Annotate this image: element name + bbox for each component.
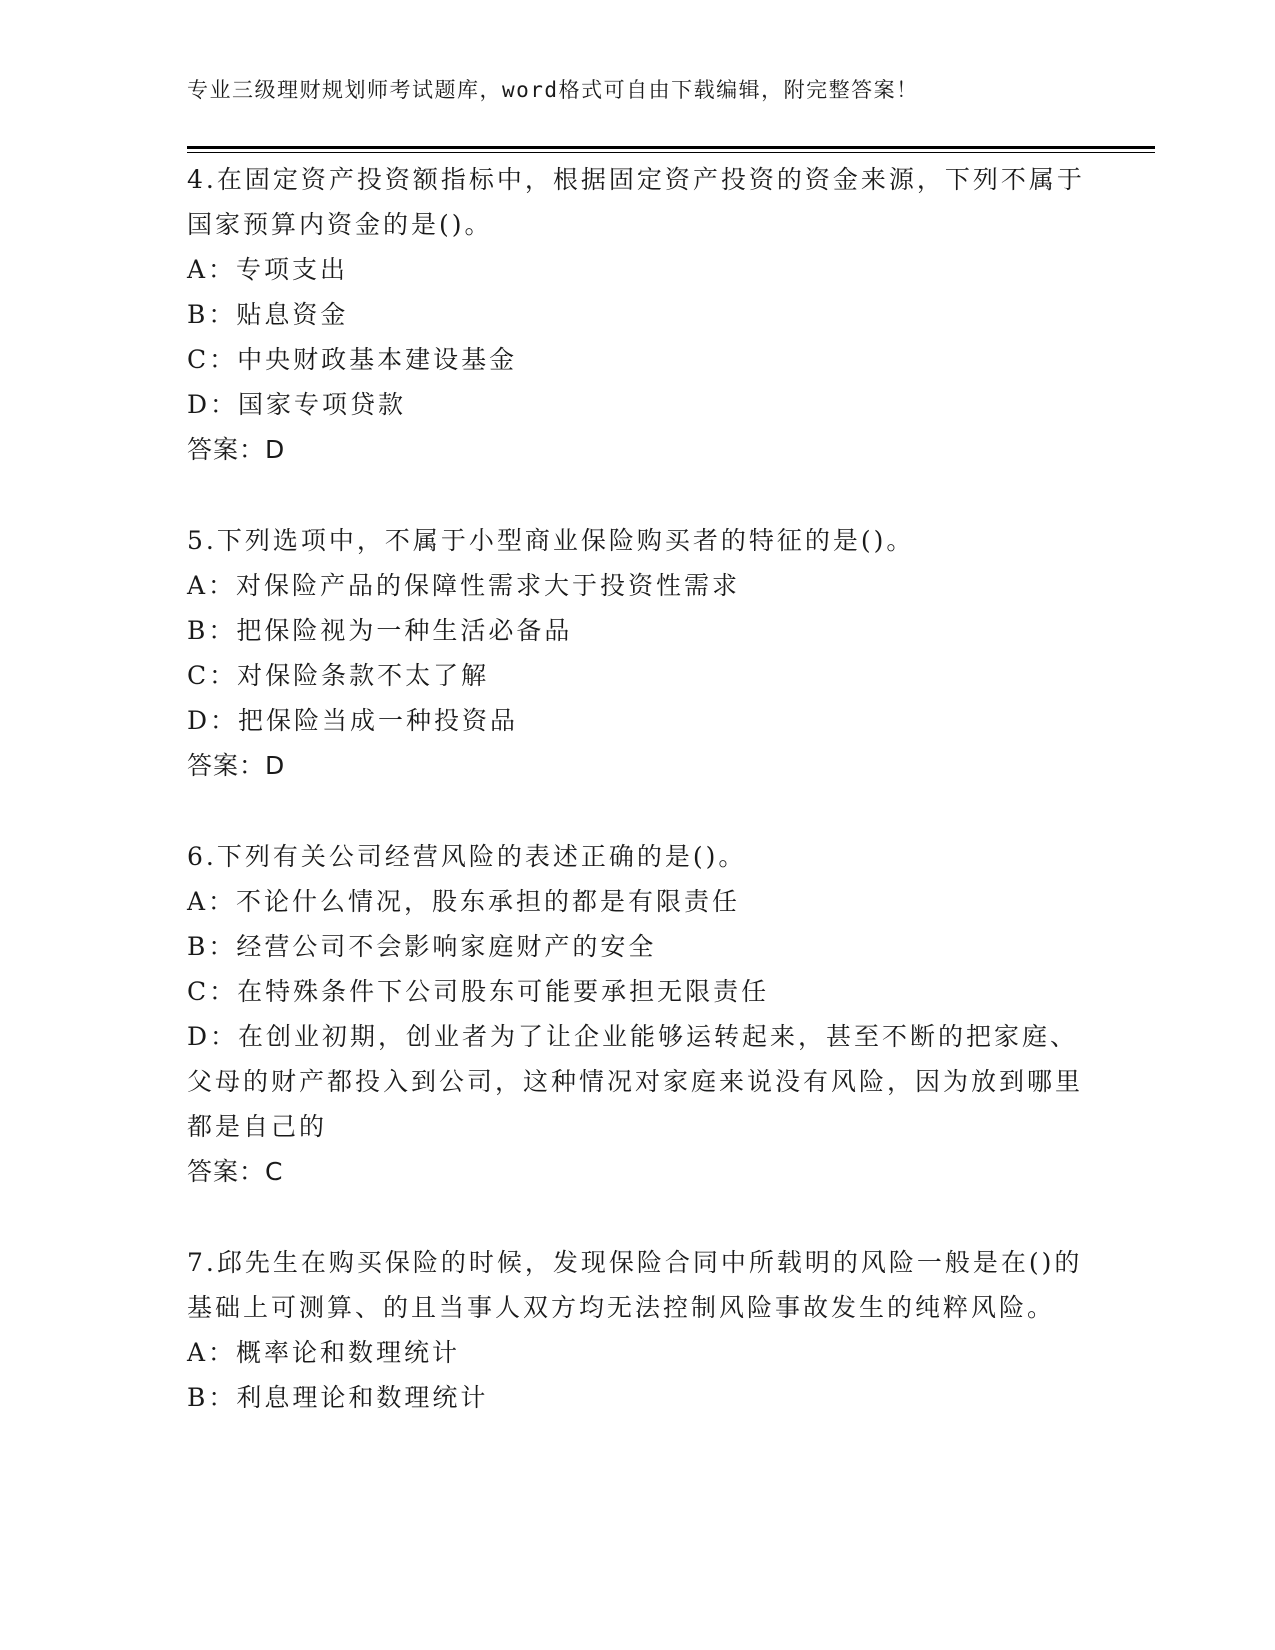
question-7	[187, 1240, 1087, 1420]
question-5	[187, 518, 1087, 788]
option-c: C：中央财政基本建设基金	[187, 345, 518, 374]
question-stem: 6.下列有关公司经营风险的表述正确的是()。	[187, 842, 747, 871]
question-4	[187, 157, 1087, 472]
option-d: D：国家专项贷款	[187, 390, 407, 419]
header-note: 专业三级理财规划师考试题库，word格式可自由下载编辑，附完整答案！	[187, 78, 919, 102]
option-c: C：在特殊条件下公司股东可能要承担无限责任	[187, 977, 770, 1006]
question-stem: 5.下列选项中，不属于小型商业保险购买者的特征的是()。	[187, 526, 915, 555]
header-rule-thin	[187, 152, 1155, 153]
option-b: B：贴息资金	[187, 300, 349, 329]
option-b: B：利息理论和数理统计	[187, 1383, 489, 1412]
option-a: A：对保险产品的保障性需求大于投资性需求	[187, 571, 741, 600]
question-6	[187, 834, 1087, 1194]
answer: 答案：D	[187, 435, 286, 464]
option-c: C：对保险条款不太了解	[187, 661, 490, 690]
option-d: D：把保险当成一种投资品	[187, 706, 519, 735]
option-b: B：把保险视为一种生活必备品	[187, 616, 573, 645]
option-a: A：专项支出	[187, 255, 349, 284]
option-b: B：经营公司不会影响家庭财产的安全	[187, 932, 657, 961]
option-a: A：概率论和数理统计	[187, 1338, 461, 1367]
answer: 答案：C	[187, 1157, 284, 1186]
answer: 答案：D	[187, 751, 286, 780]
question-stem: 4.在固定资产投资额指标中，根据固定资产投资的资金来源，下列不属于国家预算内资金的是()。	[187, 165, 1085, 239]
question-list	[187, 157, 1087, 1466]
option-d: D：在创业初期，创业者为了让企业能够运转起来，甚至不断的把家庭、父母的财产都投入到公司，这种情况对家庭来说没有风险，因为放到哪里都是自己的	[187, 1022, 1084, 1141]
option-a: A：不论什么情况，股东承担的都是有限责任	[187, 887, 741, 916]
header-rule-thick	[187, 146, 1155, 149]
question-stem: 7.邱先生在购买保险的时候，发现保险合同中所载明的风险一般是在()的基础上可测算、的且当事人双方均无法控制风险事故发生的纯粹风险。	[187, 1248, 1083, 1322]
